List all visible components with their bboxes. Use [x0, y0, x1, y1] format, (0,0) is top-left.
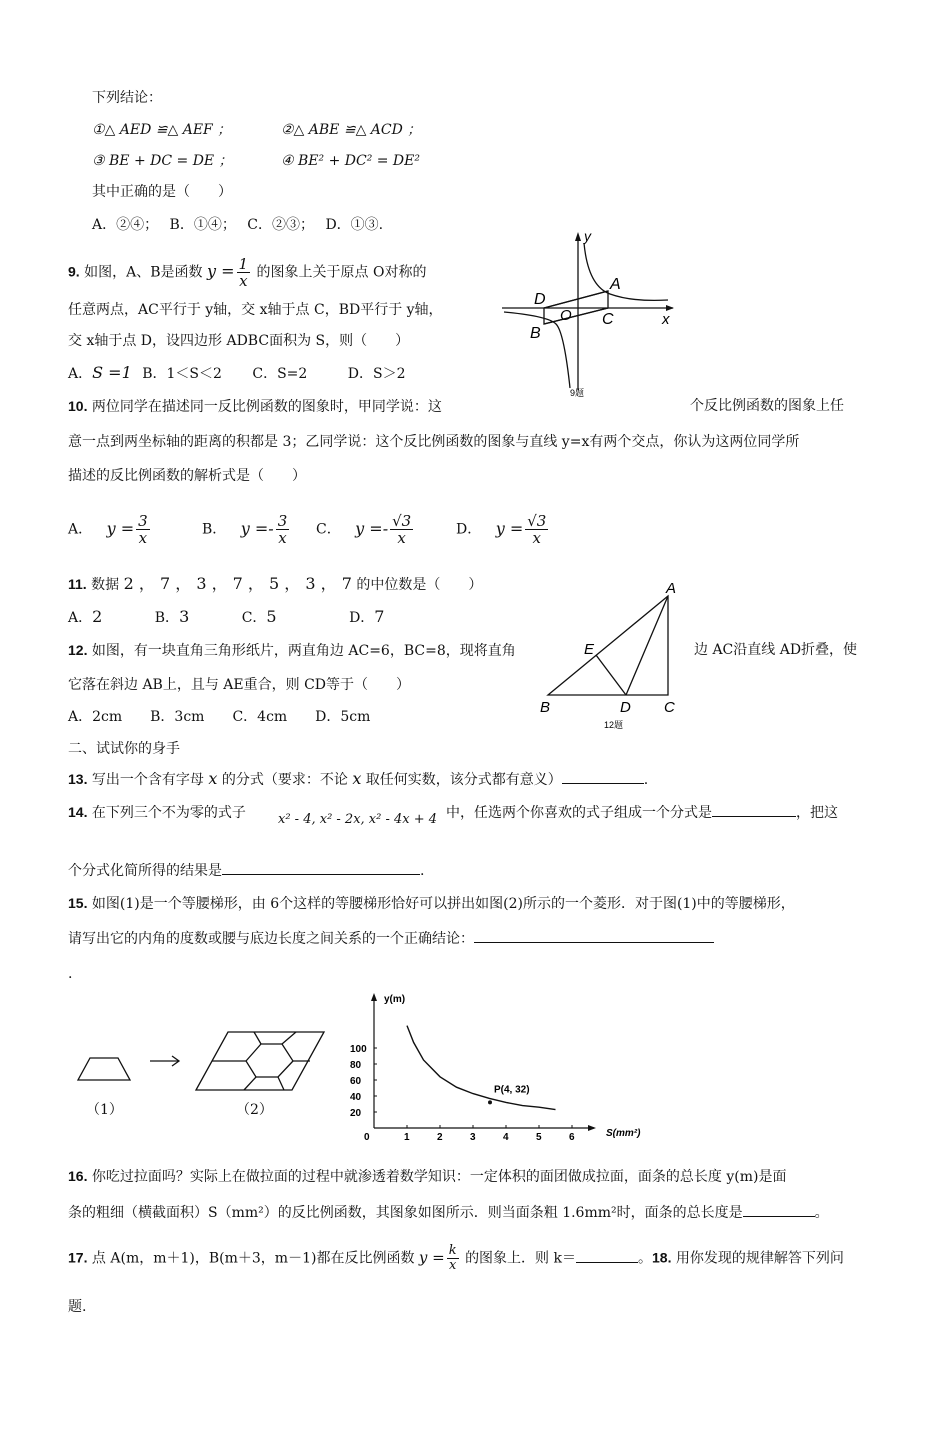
q16-answer-blank[interactable] [743, 1202, 815, 1217]
q16-text-1: 你吃过拉面吗？实际上在做拉面的过程中就渗透着数学知识：一定体积的面团做成拉面，面条的总长度 y(m)是面 [91, 1169, 787, 1185]
q12-options: A．2cm B．3cm C．4cm D．5cm [68, 709, 371, 725]
q10-option-b-frac [276, 513, 290, 546]
q8-conclusion-3: ③ BE + DC = DE ； [92, 153, 233, 169]
q12-line1b: 边 AC沿直线 AD折叠，使 [694, 642, 858, 658]
q9-figure-caption: 9题 [570, 388, 585, 398]
q11-text-a: 数据 [91, 577, 120, 593]
q10-number: 10. [68, 398, 88, 414]
chart-y-axis-arrow [371, 993, 377, 1001]
q10-option-d-lhs: y = [495, 518, 524, 538]
q17-text-a: 点 A(m，m＋1)，B(m＋3，m－1)都在反比例函数 [91, 1250, 415, 1267]
q10-option-c [316, 513, 415, 546]
q13-text-c: 取任何实数，该分式都有意义） [365, 772, 562, 788]
chart-curve [407, 1026, 556, 1110]
q9-label-x: x [662, 311, 670, 328]
q16-text-2: 条的粗细（横截面积）S（mm²）的反比例函数，其图象如图所示．则当面条粗 1.6mm²时，面条的总长度是 [68, 1205, 743, 1221]
q10-option-b-num: 3 [277, 512, 288, 530]
q9-line3: 交 x轴于点 D，设四边形 ADBC面积为 S，则（ ） [68, 333, 410, 349]
q18-line2: 题. [68, 1299, 87, 1315]
q9-number: 9. [68, 263, 80, 280]
q9-option-b: B．1＜S＜2 [142, 366, 222, 382]
q10-text-a: 两位同学在描述同一反比例函数的图象时，甲同学说：这 [91, 399, 442, 415]
q15-text-2: 请写出它的内角的度数或腰与底边长度之间关系的一个正确结论： [68, 931, 474, 947]
q13-var: x [208, 769, 218, 788]
chart-point-p [488, 1100, 492, 1104]
q10-option-d-den: x [532, 529, 541, 547]
q15-hexagon [246, 1044, 293, 1077]
q9-line1 [68, 256, 426, 289]
q17-number: 17. [68, 1249, 88, 1266]
q11-number: 11. [68, 576, 87, 592]
q9-text-b: 的图象上关于原点 O对称的 [256, 264, 427, 281]
q10-option-d [456, 513, 550, 546]
q14-number: 14. [68, 804, 88, 820]
chart-y-tick-label: 60 [350, 1076, 362, 1087]
q16-number: 16. [68, 1168, 88, 1184]
q11-line [68, 574, 482, 595]
q15-figure-2-caption: （2） [236, 1102, 273, 1118]
q14-answer-blank-1[interactable] [712, 802, 796, 817]
chart-annotation: P(4, 32) [494, 1084, 530, 1096]
q13-text-b: 的分式（要求：不论 [221, 772, 348, 788]
chart-axes [371, 993, 596, 1131]
q15-dot: . [68, 966, 73, 982]
chart-x-tick-label: 1 [404, 1132, 410, 1143]
q14-text-a: 在下列三个不为零的式子 [91, 805, 246, 821]
q15-arrow-icon [148, 1053, 184, 1069]
q14-text-b-wrap [446, 802, 838, 823]
q11-option-a-value: 2 [92, 607, 103, 626]
q17-line [68, 1244, 844, 1273]
q16-line2 [68, 1202, 829, 1223]
chart-x-tick-label: 3 [470, 1132, 476, 1143]
q16-line1 [68, 1166, 786, 1187]
q10-option-a-frac [136, 513, 150, 546]
chart-y-tick-label: 100 [350, 1044, 367, 1055]
q9-text-a: 如图，A、B是函数 [84, 264, 203, 281]
q9-option-a-label: A． [68, 366, 93, 382]
q9-line-bc [544, 308, 608, 324]
q17-fn: y = [418, 1248, 445, 1267]
q9-options [68, 363, 406, 384]
q15-number: 15. [68, 895, 88, 911]
q10-option-c-num: √3 [392, 512, 412, 530]
q11-text-b: 的中位数是（ ） [356, 577, 483, 593]
q9-label-y: y [584, 228, 591, 244]
q11-option-b: B． [154, 610, 180, 626]
q11-option-c: C． [241, 610, 267, 626]
q17-fraction-numerator: k [448, 1243, 457, 1258]
q15-text-1: 如图(1)是一个等腰梯形，由 6个这样的等腰梯形恰好可以拼出如图(2)所示的一个菱形．对于图(1)中的等腰梯形， [91, 896, 795, 912]
q9-option-c: C．S=2 [252, 366, 308, 382]
q10-option-d-frac [525, 513, 548, 546]
chart-y-tick-label: 40 [350, 1092, 362, 1103]
q12-label-e: E [584, 641, 595, 658]
q8-conclusion-2: ②△ ABE ≌△ ACD ； [281, 122, 422, 138]
q9-label-c: C [602, 311, 614, 328]
q11-option-b-value: 3 [179, 607, 190, 626]
q15-line2 [68, 928, 714, 949]
q16-text-end: 。 [814, 1205, 829, 1221]
q8-conclusion-1: ①△ AED ≌△ AEF ； [92, 122, 232, 138]
q10-option-a-label: A． [68, 521, 93, 538]
q10-option-c-den: x [397, 529, 406, 547]
q12-line1a [68, 640, 516, 661]
q10-option-b-lhs: y =- [240, 518, 274, 538]
q15-figure-1 [70, 1050, 140, 1090]
q9-label-d: D [534, 291, 546, 308]
q9-y-arrow [575, 232, 581, 241]
q11-data: 2 ， 7 ， 3 ， 7 ， 5 ， 3 ， 7 [123, 574, 352, 593]
q9-fn: y = [207, 261, 235, 281]
q12-label-a: A [666, 580, 677, 597]
q9-line-da [544, 291, 608, 308]
q12-line-ad [626, 596, 668, 695]
q12-number: 12. [68, 642, 88, 658]
q17-answer-blank[interactable] [576, 1248, 638, 1263]
q11-options [68, 607, 384, 628]
q9-option-a: S =1 [92, 363, 132, 382]
q10-option-a-num: 3 [138, 512, 148, 530]
q14-text-b: 中，任选两个你喜欢的式子组成一个分式是 [446, 805, 712, 821]
q9-label-b: B [530, 325, 541, 342]
q17-fraction [447, 1244, 459, 1273]
q10-line1a [68, 396, 442, 417]
chart-series [407, 1026, 556, 1110]
q9-fraction-denominator: x [239, 272, 248, 290]
q12-line2: 它落在斜边 AB上，且与 AE重合，则 CD等于（ ） [68, 677, 411, 693]
q9-line2: 任意两点，AC平行于 y轴，交 x轴于点 C，BD平行于 y轴， [68, 302, 443, 318]
q10-option-a [68, 513, 152, 546]
section-title: 二、试试你的身手 [68, 741, 180, 757]
q17-text-b: 的图象上．则 k＝ [465, 1250, 576, 1267]
q10-line2: 意一点到两坐标轴的距离的积都是 3；乙同学说：这个反比例函数的图象与直线 y=x有两个交点，你认为这两位同学所 [68, 434, 800, 450]
q13-answer-blank[interactable] [562, 769, 644, 784]
q12-label-c: C [664, 699, 675, 716]
q9-fraction-numerator: 1 [238, 255, 249, 273]
q12-figure [536, 580, 686, 732]
q13-text-a: 写出一个含有字母 [91, 772, 204, 788]
q9-figure [498, 228, 688, 400]
q14-line2 [68, 860, 424, 881]
chart-x-tick-label: 0 [364, 1132, 370, 1143]
q8-options: A．②④； B．①④； C．②③； D．①③. [92, 217, 384, 233]
q12-label-b: B [540, 699, 551, 716]
q10-option-b-label: B． [202, 521, 227, 538]
q12-triangle [548, 596, 668, 695]
q9-label-a: A [610, 276, 621, 293]
q12-text-a: 如图，有一块直角三角形纸片，两直角边 AC=6，BC=8，现将直角 [91, 643, 516, 659]
chart-x-tick-label: 5 [536, 1132, 542, 1143]
q10-option-d-label: D． [456, 521, 482, 538]
q10-option-c-lhs: y =- [355, 518, 389, 538]
chart-x-axis-arrow [588, 1125, 596, 1131]
chart-x-tick-label: 2 [437, 1132, 443, 1143]
q15-figure-1-caption: （1） [86, 1102, 123, 1118]
q17-text-c: 。 [638, 1250, 652, 1267]
q10-line3: 描述的反比例函数的解析式是（ ） [68, 468, 306, 484]
q16-chart [340, 990, 660, 1150]
q15-line1 [68, 893, 795, 914]
q8-intro: 下列结论： [92, 90, 162, 106]
chart-y-axis-label: y(m) [384, 994, 406, 1005]
q13-var-2: x [352, 769, 362, 788]
q14-answer-blank-2[interactable] [222, 860, 420, 875]
q14-text-a-wrap [68, 802, 246, 823]
q15-answer-blank[interactable] [474, 928, 714, 943]
q11-option-d-value: 7 [374, 607, 385, 626]
q10-option-d-num: √3 [527, 512, 547, 530]
q10-option-b-den: x [278, 529, 287, 547]
q14-expressions: x² - 4, x² - 2x, x² - 4x + 4 [278, 812, 438, 827]
q14-line2-text: 个分式化简所得的结果是 [68, 863, 222, 879]
q9-curve-right [584, 243, 668, 300]
q10-option-a-den: x [138, 529, 148, 547]
q15-trapezoid [78, 1058, 130, 1080]
q15-figure-2 [194, 1030, 328, 1094]
q9-option-d: D．S＞2 [347, 366, 406, 382]
chart-y-tick-label: 80 [350, 1060, 362, 1071]
chart-x-axis-label: S(mm²) [606, 1128, 641, 1139]
q10-line1b: 个反比例函数的图象上任 [690, 398, 844, 414]
q13-end: . [643, 772, 649, 788]
q11-option-a: A． [68, 610, 93, 626]
q14-text-c: ，把这 [796, 805, 838, 821]
q12-figure-caption: 12题 [604, 720, 624, 730]
chart-y-tick-label: 20 [350, 1108, 362, 1119]
q13-number: 13. [68, 771, 88, 787]
q12-label-d: D [620, 699, 631, 716]
q12-line-ed [596, 655, 626, 695]
q14-end: . [420, 863, 425, 879]
q13-line [68, 769, 648, 790]
chart-x-tick-label: 6 [569, 1132, 575, 1143]
q8-ask: 其中正确的是（ ） [92, 184, 232, 200]
q10-option-b [202, 513, 291, 546]
q9-label-o: O [560, 307, 572, 324]
chart-x-tick-label: 4 [503, 1132, 509, 1143]
q10-option-c-frac [390, 513, 413, 546]
q9-fraction [237, 256, 251, 289]
q11-option-c-value: 5 [266, 607, 277, 626]
q17-fraction-denominator: x [448, 1258, 457, 1273]
q10-option-a-lhs: y = [106, 518, 135, 538]
q8-conclusion-4: ④ BE² + DC² = DE² [281, 153, 420, 169]
q11-option-d: D． [349, 610, 375, 626]
q18-text-a: 用你发现的规律解答下列问 [675, 1250, 844, 1267]
q10-option-c-label: C． [316, 521, 341, 538]
q18-number: 18. [652, 1249, 672, 1266]
